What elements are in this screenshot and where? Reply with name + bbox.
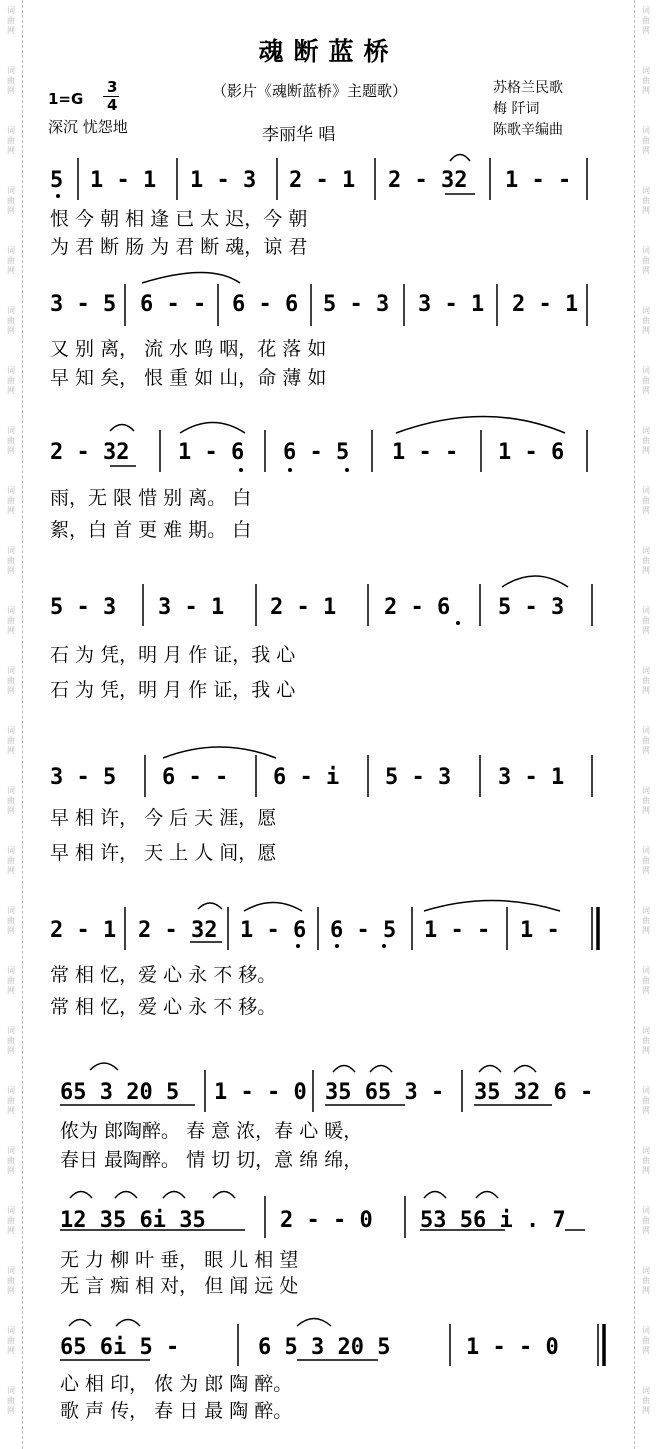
watermark-mark: 词 曲 网 xyxy=(642,186,650,215)
low-octave-dot xyxy=(296,944,300,948)
slur-arc xyxy=(70,1192,92,1199)
slur-arc xyxy=(142,273,240,284)
system-8-lyrics-verse-1: 无 力 柳 叶 垂， 眼 儿 相 望 xyxy=(60,1249,299,1271)
system-7-lyrics-verse-1: 侬为 郎陶醉。 春 意 浓，春 心 暖， xyxy=(60,1120,363,1142)
singer: 李丽华 唱 xyxy=(262,125,336,145)
watermark-mark: 词 曲 网 xyxy=(7,426,15,455)
watermark-mark: 词 曲 网 xyxy=(7,246,15,275)
watermark-mark: 词 曲 网 xyxy=(642,1086,650,1115)
subtitle: （影片《魂断蓝桥》主题歌） xyxy=(212,82,408,100)
slur-arc xyxy=(502,576,568,587)
watermark-mark: 词 曲 网 xyxy=(642,366,650,395)
slur-arc xyxy=(514,1066,536,1073)
system-1-measure-5: 1 - - xyxy=(505,168,572,193)
time-signature-top: 3 xyxy=(107,78,118,96)
low-octave-dot xyxy=(288,468,292,472)
low-octave-dot xyxy=(239,468,243,472)
underlines xyxy=(60,194,585,1360)
slur-and-tie-arcs xyxy=(69,155,568,1327)
system-6-lyrics-verse-2: 常 相 忆，爱 心 永 不 移。 xyxy=(50,996,277,1018)
system-2-measure-2: 6 - 6 xyxy=(232,292,299,317)
watermark-mark: 词 曲 网 xyxy=(7,726,15,755)
system-4-measure-5: 5 - 3 xyxy=(498,595,565,620)
expression-mark: 深沉 忧怨地 xyxy=(48,118,128,136)
watermark-mark: 词 曲 网 xyxy=(642,1326,650,1355)
song-title: 魂断蓝桥 xyxy=(258,37,399,66)
watermark-mark: 词 曲 网 xyxy=(642,606,650,635)
system-4-measure-2: 3 - 1 xyxy=(158,595,225,620)
watermark-mark: 词 曲 网 xyxy=(7,306,15,335)
system-7-lyrics-verse-2: 春日 最陶醉。 情 切 切，意 绵 绵， xyxy=(60,1149,363,1171)
watermark-mark: 词 曲 网 xyxy=(642,546,650,575)
slur-arc xyxy=(163,1192,185,1199)
system-7-measure-3: 35 65 3 - xyxy=(325,1080,445,1105)
slur-arc xyxy=(110,425,134,432)
system-6-measure-4: 6 - 5 xyxy=(330,918,397,943)
system-6-measure-1: 2 - 1 xyxy=(50,918,117,943)
system-7-measure-4: 35 32 6 - xyxy=(474,1080,594,1105)
system-2-pickup: 3 - 5 xyxy=(50,292,117,317)
system-8-lyrics-verse-2: 无 言 痴 相 对， 但 闻 远 处 xyxy=(60,1275,299,1297)
system-5-pickup: 3 - 5 xyxy=(50,765,117,790)
system-3-lyrics-verse-2: 絮，白 首 更 难 期。 白 xyxy=(50,519,252,541)
watermark-mark: 词 曲 网 xyxy=(642,1206,650,1235)
watermark-mark: 词 曲 网 xyxy=(642,306,650,335)
low-octave-dot xyxy=(345,468,349,472)
credit-melody: 苏格兰民歌 xyxy=(493,80,563,96)
system-1-lyrics-verse-2: 为 君 断 肠 为 君 断 魂，谅 君 xyxy=(50,236,308,258)
watermark-mark: 词 曲 网 xyxy=(642,726,650,755)
low-octave-dot xyxy=(56,194,60,198)
watermark-mark: 词 曲 网 xyxy=(7,486,15,515)
system-8-measure-3: 53 56 i . 7 xyxy=(420,1208,566,1233)
watermark-mark: 词 曲 网 xyxy=(642,1026,650,1055)
system-1-measure-1: 1 - 1 xyxy=(90,168,157,193)
system-2-measure-4: 3 - 1 xyxy=(418,292,485,317)
watermark-mark: 词 曲 网 xyxy=(642,126,650,155)
system-3-pickup: 2 - 32 xyxy=(50,440,130,465)
watermark-mark: 词 曲 网 xyxy=(642,846,650,875)
system-3-measure-4: 1 - 6 xyxy=(498,440,565,465)
system-1-pickup: 5 xyxy=(50,168,64,193)
system-3-measure-1: 1 - 6 xyxy=(178,440,245,465)
watermark-mark: 词 曲 网 xyxy=(7,546,15,575)
watermark-mark: 词 曲 网 xyxy=(642,666,650,695)
key-signature: 1=G xyxy=(48,90,84,108)
system-6-measure-6: 1 - xyxy=(520,918,560,943)
low-octave-dot xyxy=(382,944,386,948)
slur-arc xyxy=(213,1192,235,1199)
watermark-mark: 词 曲 网 xyxy=(7,606,15,635)
system-5-measure-4: 3 - 1 xyxy=(498,765,565,790)
watermark-mark: 词 曲 网 xyxy=(642,966,650,995)
credit-arranger: 陈歌辛编曲 xyxy=(493,122,563,138)
system-7-measure-1: 65 3 20 5 xyxy=(60,1080,180,1105)
low-octave-dot xyxy=(456,621,460,625)
watermark-mark: 词 曲 网 xyxy=(642,246,650,275)
watermark-mark: 词 曲 网 xyxy=(7,786,15,815)
watermark-mark: 词 曲 网 xyxy=(7,1146,15,1175)
system-3-measure-2: 6 - 5 xyxy=(283,440,350,465)
time-signature-bottom: 4 xyxy=(107,96,118,114)
system-8-measure-1: 12 35 6i 35 xyxy=(60,1208,206,1233)
watermark-mark: 词 曲 网 xyxy=(642,6,650,35)
system-3-measure-3: 1 - - xyxy=(392,440,459,465)
watermark-mark: 词 曲 网 xyxy=(642,1386,650,1415)
system-9-measure-1: 65 6i 5 - xyxy=(60,1335,180,1360)
slur-arc xyxy=(90,1063,118,1070)
system-1-measure-2: 1 - 3 xyxy=(190,168,257,193)
watermark-mark: 词 曲 网 xyxy=(642,1146,650,1175)
system-4-measure-3: 2 - 1 xyxy=(270,595,337,620)
system-6-measure-5: 1 - - xyxy=(424,918,491,943)
low-octave-dot xyxy=(335,944,339,948)
watermark-mark: 词 曲 网 xyxy=(642,786,650,815)
watermark-mark: 词 曲 网 xyxy=(7,1086,15,1115)
watermark-mark: 词 曲 网 xyxy=(642,66,650,95)
slur-arc xyxy=(333,1066,355,1073)
system-6-measure-3: 1 - 6 xyxy=(240,918,307,943)
watermark-mark: 词 曲 网 xyxy=(7,66,15,95)
watermark-mark: 词 曲 网 xyxy=(642,486,650,515)
system-4-lyrics-verse-1: 石 为 凭，明 月 作 证，我 心 xyxy=(50,644,296,666)
system-5-measure-3: 5 - 3 xyxy=(385,765,452,790)
slur-arc xyxy=(116,1320,140,1327)
system-9-lyrics-verse-1: 心 相 印， 侬 为 郎 陶 醉。 xyxy=(60,1373,293,1395)
system-2-lyrics-verse-1: 又 别 离， 流 水 呜 咽，花 落 如 xyxy=(50,338,327,360)
system-1-measure-4: 2 - 32 xyxy=(388,168,468,193)
watermark-mark: 词 曲 网 xyxy=(7,6,15,35)
system-6-lyrics-verse-1: 常 相 忆，爱 心 永 不 移。 xyxy=(50,964,277,986)
system-6-measure-2: 2 - 32 xyxy=(138,918,218,943)
slur-arc xyxy=(297,1319,331,1327)
slur-arc xyxy=(424,1192,446,1199)
slur-arc xyxy=(69,1320,91,1327)
watermark-mark: 词 曲 网 xyxy=(7,366,15,395)
system-8-measure-2: 2 - - 0 xyxy=(280,1208,373,1233)
system-5-lyrics-verse-1: 早 相 许， 今 后 天 涯，愿 xyxy=(50,807,277,829)
slur-arc xyxy=(198,903,222,909)
slur-arc xyxy=(424,901,560,912)
watermark-mark: 词 曲 网 xyxy=(642,1266,650,1295)
system-2-lyrics-verse-2: 早 知 矣， 恨 重 如 山，命 薄 如 xyxy=(50,367,327,389)
system-4-lyrics-verse-2: 石 为 凭，明 月 作 证，我 心 xyxy=(50,679,296,701)
slur-arc xyxy=(115,1192,137,1199)
system-2-measure-5: 2 - 1 xyxy=(512,292,579,317)
system-5-measure-2: 6 - i xyxy=(273,765,340,790)
octave-dots xyxy=(56,194,460,948)
system-3-lyrics-verse-1: 雨，无 限 惜 别 离。 白 xyxy=(50,487,252,509)
system-9-measure-2: 6 5 3 20 5 xyxy=(258,1335,391,1360)
credit-lyricist: 梅 阡词 xyxy=(493,101,540,117)
watermark-mark: 词 曲 网 xyxy=(7,186,15,215)
system-5-lyrics-verse-2: 早 相 许， 天 上 人 间，愿 xyxy=(50,842,277,864)
slur-arc xyxy=(450,155,470,162)
system-9-lyrics-verse-2: 歌 声 传， 春 日 最 陶 醉。 xyxy=(60,1400,293,1422)
slur-arc xyxy=(370,1066,392,1073)
slur-arc xyxy=(244,903,302,912)
watermark-mark: 词 曲 网 xyxy=(7,1026,15,1055)
system-1-measure-3: 2 - 1 xyxy=(289,168,356,193)
watermark-mark: 词 曲 网 xyxy=(7,906,15,935)
system-4-measure-4: 2 - 6 xyxy=(384,595,451,620)
watermark-mark: 词 曲 网 xyxy=(642,906,650,935)
barlines xyxy=(78,158,604,1366)
watermark-mark: 词 曲 网 xyxy=(7,666,15,695)
system-1-lyrics-verse-1: 恨 今 朝 相 逢 已 太 迟，今 朝 xyxy=(50,208,308,230)
system-7-measure-2: 1 - - 0 xyxy=(214,1080,307,1105)
slur-arc xyxy=(180,423,245,434)
system-5-measure-1: 6 - - xyxy=(162,765,229,790)
system-2-measure-1: 6 - - xyxy=(140,292,207,317)
system-9-measure-3: 1 - - 0 xyxy=(466,1335,559,1360)
watermark-mark: 词 曲 网 xyxy=(7,1326,15,1355)
watermark-mark: 词 曲 网 xyxy=(7,966,15,995)
watermark-mark: 词 曲 网 xyxy=(7,1266,15,1295)
watermark-mark: 词 曲 网 xyxy=(7,126,15,155)
system-2-measure-3: 5 - 3 xyxy=(323,292,390,317)
watermark-mark: 词 曲 网 xyxy=(642,426,650,455)
watermark-mark: 词 曲 网 xyxy=(7,1206,15,1235)
slur-arc xyxy=(476,1192,498,1199)
slur-arc xyxy=(479,1066,501,1073)
watermark-mark: 词 曲 网 xyxy=(7,1386,15,1415)
system-4-measure-1: 5 - 3 xyxy=(50,595,117,620)
slur-arc xyxy=(163,747,276,758)
watermark-mark: 词 曲 网 xyxy=(7,846,15,875)
